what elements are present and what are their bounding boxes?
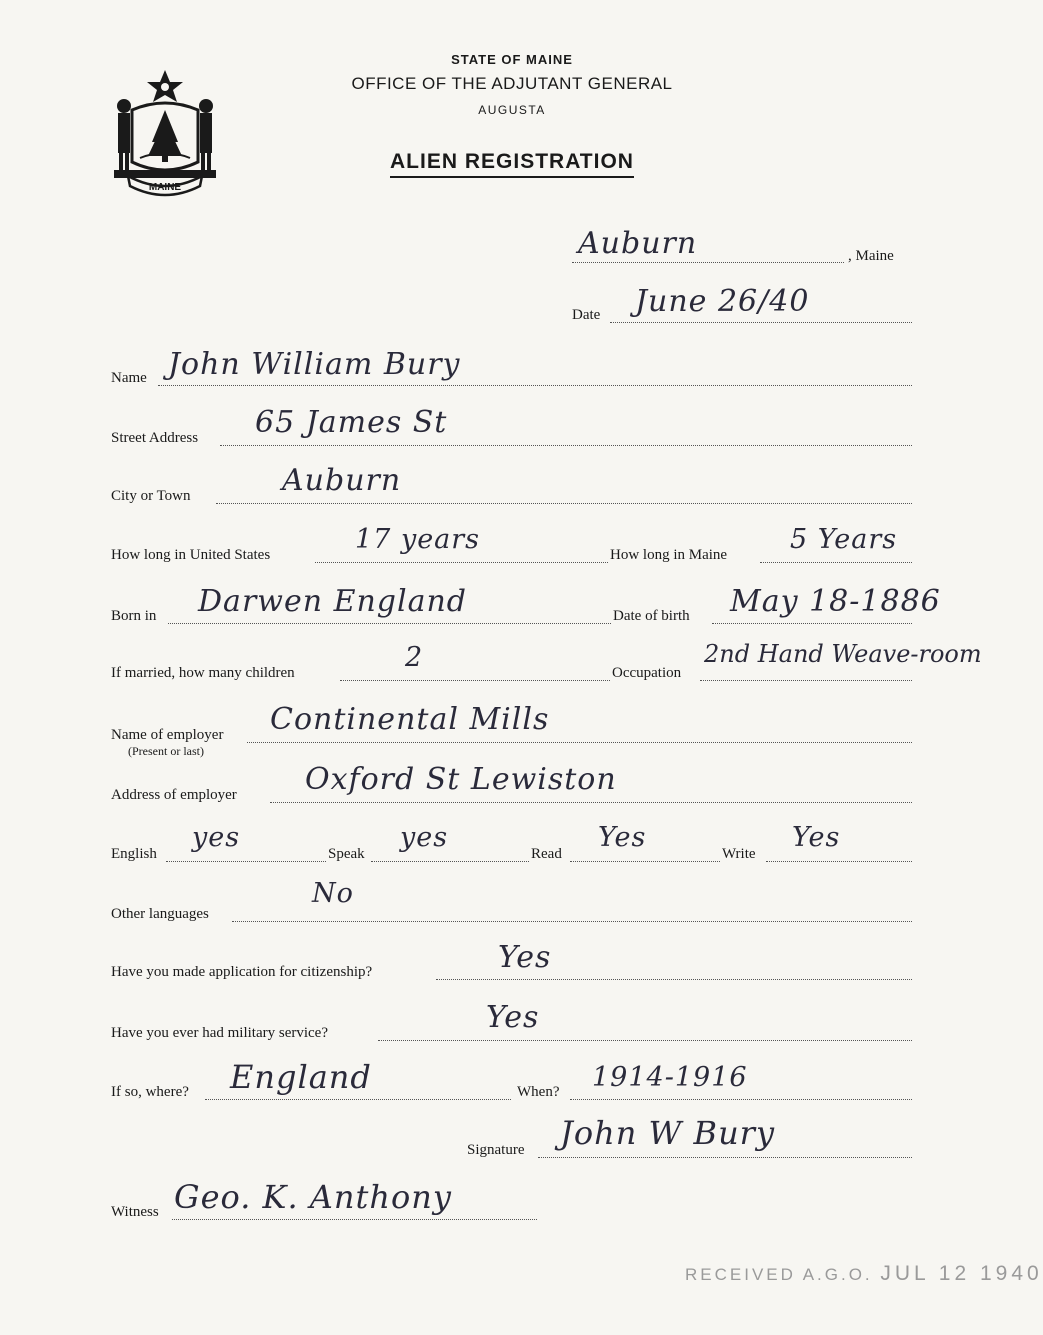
how-long-us-line	[315, 562, 608, 563]
where-value: England	[230, 1058, 372, 1096]
date-label: Date	[572, 307, 601, 323]
how-long-us-value: 17 years	[355, 524, 481, 555]
name-label: Name	[111, 370, 147, 386]
write-label: Write	[722, 846, 756, 862]
date-value: June 26/40	[635, 284, 810, 319]
speak-label: Speak	[328, 846, 365, 862]
street-label: Street Address	[111, 430, 199, 446]
read-line	[570, 861, 720, 862]
citizenship-value: Yes	[498, 940, 552, 975]
where-label: If so, where?	[111, 1084, 189, 1100]
where-line	[205, 1099, 511, 1100]
citizenship-line	[436, 979, 912, 980]
employer-line	[247, 742, 912, 743]
city-value: Auburn	[282, 463, 402, 498]
born-in-label: Born in	[111, 608, 157, 624]
when-value: 1914-1916	[592, 1062, 748, 1093]
header-state: STATE OF MAINE	[451, 52, 573, 67]
how-long-maine-label: How long in Maine	[610, 547, 728, 563]
other-languages-line	[232, 921, 912, 922]
stamp-text: RECEIVED A.G.O.	[685, 1265, 873, 1284]
speak-line	[371, 861, 529, 862]
name-line	[158, 385, 912, 386]
english-label: English	[111, 846, 157, 862]
city-label: City or Town	[111, 488, 191, 504]
speak-value: yes	[400, 822, 449, 853]
children-label: If married, how many children	[111, 665, 295, 681]
children-value: 2	[405, 642, 424, 673]
date-line	[610, 322, 912, 323]
how-long-maine-line	[760, 562, 912, 563]
employer-address-value: Oxford St Lewiston	[305, 762, 617, 797]
read-label: Read	[531, 846, 562, 862]
maine-label: , Maine	[848, 248, 894, 264]
date-of-birth-label: Date of birth	[613, 608, 690, 624]
employer-label: Name of employer	[111, 727, 224, 743]
stamp-date: JUL 12 1940	[880, 1262, 1043, 1285]
other-languages-value: No	[312, 878, 354, 909]
employer-address-line	[270, 802, 912, 803]
military-value: Yes	[486, 1000, 540, 1035]
english-value: yes	[192, 822, 241, 853]
town-line	[572, 262, 844, 263]
read-value: Yes	[598, 822, 647, 853]
witness-value: Geo. K. Anthony	[174, 1178, 452, 1216]
born-in-line	[168, 623, 611, 624]
header-city: AUGUSTA	[478, 103, 546, 117]
form-title	[0, 150, 1024, 174]
military-line	[378, 1040, 912, 1041]
employer-value: Continental Mills	[270, 702, 550, 737]
occupation-value: 2nd Hand Weave-room	[704, 640, 982, 668]
born-in-value: Darwen England	[198, 584, 467, 619]
when-label: When?	[517, 1084, 560, 1100]
write-line	[766, 861, 912, 862]
seal-text: MAINE	[148, 182, 182, 193]
signature-line	[538, 1157, 912, 1158]
how-long-us-label: How long in United States	[111, 547, 271, 563]
how-long-maine-value: 5 Years	[790, 524, 898, 555]
military-label: Have you ever had military service?	[111, 1025, 328, 1041]
received-stamp	[685, 1262, 1043, 1286]
date-of-birth-line	[712, 623, 912, 624]
write-value: Yes	[792, 822, 841, 853]
header-office: OFFICE OF THE ADJUTANT GENERAL	[351, 74, 673, 93]
form-title-text: ALIEN REGISTRATION	[390, 150, 634, 178]
signature-label: Signature	[467, 1142, 525, 1158]
date-of-birth-value: May 18-1886	[730, 584, 941, 619]
town-value: Auburn	[578, 226, 698, 261]
witness-label: Witness	[111, 1204, 159, 1220]
street-line	[220, 445, 912, 446]
english-line	[166, 861, 326, 862]
city-line	[216, 503, 912, 504]
witness-line	[172, 1219, 537, 1220]
employer-note: (Present or last)	[128, 744, 204, 758]
citizenship-label: Have you made application for citizenship?	[111, 964, 373, 980]
children-line	[340, 680, 610, 681]
name-value: John William Bury	[168, 347, 461, 382]
when-line	[570, 1099, 912, 1100]
other-languages-label: Other languages	[111, 906, 209, 922]
occupation-line	[700, 680, 912, 681]
signature-value: John W Bury	[560, 1114, 776, 1152]
employer-address-label: Address of employer	[111, 787, 237, 803]
occupation-label: Occupation	[612, 665, 682, 681]
street-value: 65 James St	[255, 405, 448, 440]
